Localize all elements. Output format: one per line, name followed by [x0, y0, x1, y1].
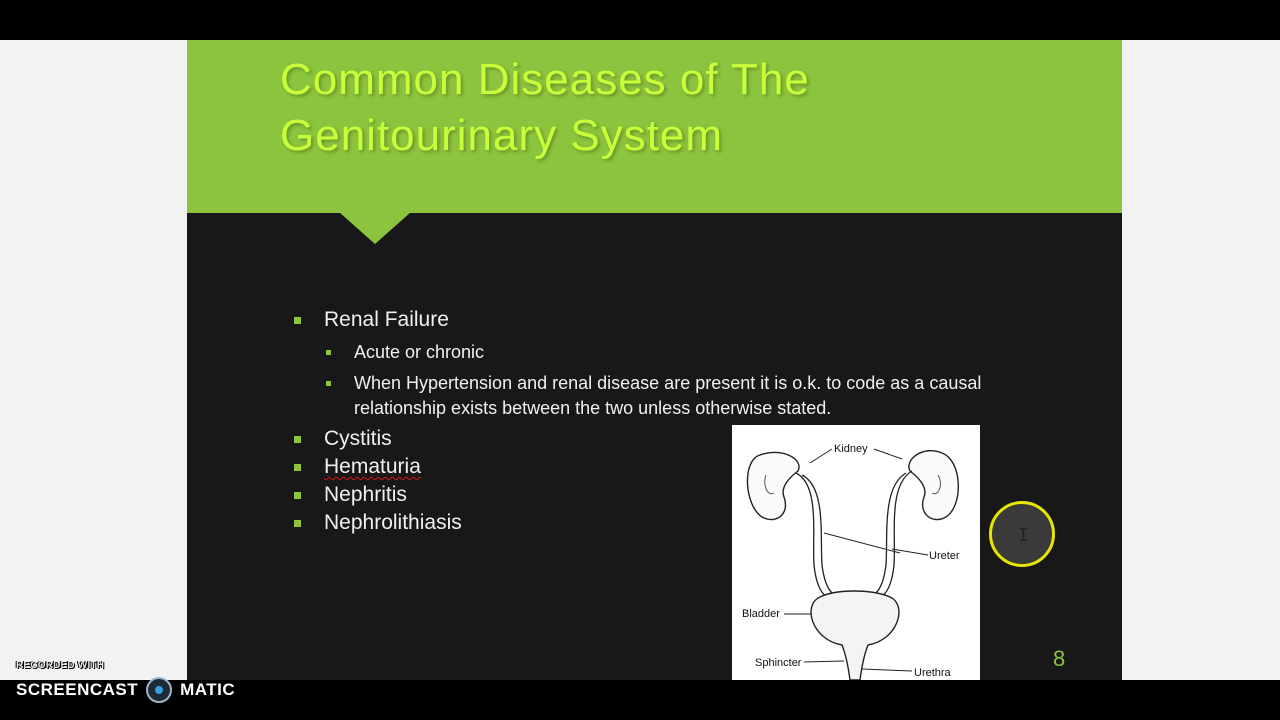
- label-kidney: Kidney: [834, 443, 868, 455]
- bullet-text: Hematuria: [324, 455, 421, 478]
- record-dot-icon: [146, 677, 172, 703]
- watermark-brand-left: SCREENCAST: [16, 680, 139, 699]
- sub-bullet-text: Acute or chronic: [354, 342, 485, 362]
- watermark-brand: [16, 677, 235, 703]
- sphincter-leader: [804, 661, 844, 662]
- bullet-text: Renal Failure: [324, 308, 449, 331]
- text-cursor-icon: I: [1018, 525, 1029, 546]
- ureter-leader-left: [824, 533, 900, 553]
- bullet-text: Cystitis: [324, 427, 392, 450]
- bullet-renal-failure: [292, 306, 1032, 334]
- urinary-system-figure: [732, 425, 980, 680]
- label-urethra: Urethra: [914, 667, 951, 679]
- title-notch: [339, 212, 411, 244]
- label-bladder: Bladder: [742, 608, 780, 620]
- sub-bullet-text: When Hypertension and renal disease are present it is o.k. to code as a causal relationship exists between the two unless otherwise stated.: [354, 373, 982, 418]
- slide-title-line1: Common Diseases of The: [280, 55, 810, 104]
- urinary-system-illustration: [732, 425, 980, 680]
- left-ureter-icon: [796, 473, 828, 597]
- sub-bullet-hypertension: [292, 371, 1032, 421]
- watermark-recorded-with: RECORDED WITH: [16, 660, 105, 671]
- right-kidney-icon: [909, 451, 958, 520]
- left-kidney-icon: [747, 452, 799, 519]
- sub-bullet-acute-chronic: [292, 340, 1032, 365]
- watermark-brand-right: MATIC: [180, 680, 236, 699]
- slide-title-line2: Genitourinary System: [280, 111, 724, 160]
- slide-title: [280, 52, 1060, 164]
- bullet-text: Nephrolithiasis: [324, 511, 462, 534]
- kidney-leader-right: [874, 449, 902, 459]
- slide: [187, 40, 1122, 680]
- bladder-icon: [811, 591, 899, 680]
- urethra-leader: [862, 669, 912, 671]
- right-ureter-inner: [876, 473, 906, 593]
- slide-page-number: 8: [1053, 646, 1066, 671]
- kidney-leader: [810, 449, 832, 463]
- label-ureter: Ureter: [929, 550, 960, 562]
- label-sphincter: Sphincter: [755, 657, 802, 669]
- right-ureter-icon: [880, 471, 912, 597]
- screencast-watermark: [16, 660, 235, 703]
- bullet-text: Nephritis: [324, 483, 407, 506]
